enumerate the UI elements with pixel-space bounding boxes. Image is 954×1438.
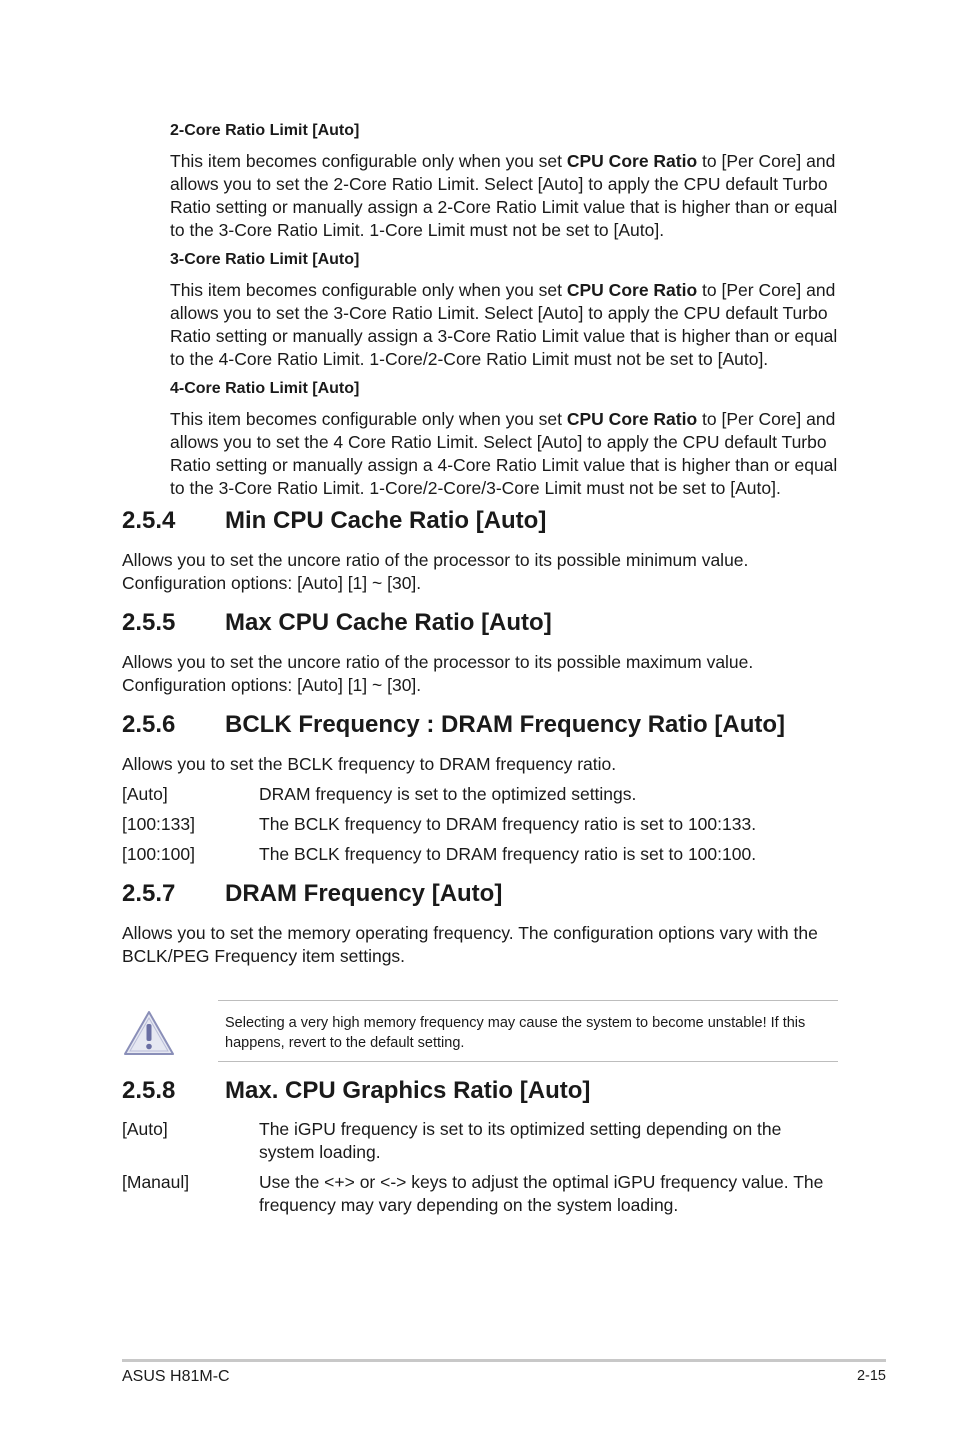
section-number: 2.5.7 bbox=[122, 880, 176, 907]
section-heading-2-5-4 bbox=[122, 507, 546, 535]
option-key: [100:100] bbox=[122, 844, 195, 864]
section-title: DRAM Frequency [Auto] bbox=[225, 880, 503, 907]
warning-text: Selecting a very high memory frequency may cause the system to become unstable! If this happens, revert to the default setting. bbox=[225, 1015, 806, 1051]
section-heading-2-5-8 bbox=[122, 1077, 590, 1105]
section-number: 2.5.8 bbox=[122, 1077, 176, 1104]
option-desc: Use the <+> or <-> keys to adjust the optimal iGPU frequency value. The frequency may vary depending on the system loading. bbox=[259, 1172, 824, 1215]
option-desc: The BCLK frequency to DRAM frequency ratio is set to 100:133. bbox=[259, 814, 757, 834]
section-title: Min CPU Cache Ratio [Auto] bbox=[225, 507, 547, 534]
body-line: Configuration options: [Auto] [1] ~ [30]. bbox=[122, 675, 422, 695]
subsection-4core bbox=[170, 379, 850, 500]
subsection-title: 4-Core Ratio Limit [Auto] bbox=[170, 380, 360, 397]
section-title: BCLK Frequency : DRAM Frequency Ratio [Auto] bbox=[225, 711, 786, 738]
footer-rule bbox=[122, 1359, 886, 1362]
option-desc: DRAM frequency is set to the optimized settings. bbox=[259, 784, 637, 804]
footer-product-name: ASUS H81M-C bbox=[122, 1368, 230, 1385]
option-key: [Auto] bbox=[122, 784, 168, 804]
body-line: Configuration options: [Auto] [1] ~ [30]. bbox=[122, 573, 422, 593]
section-title: Max. CPU Graphics Ratio [Auto] bbox=[225, 1077, 591, 1104]
option-desc: The iGPU frequency is set to its optimized setting depending on the system loading. bbox=[259, 1119, 782, 1162]
body-line: Allows you to set the BCLK frequency to DRAM frequency ratio. bbox=[122, 754, 617, 774]
body-line: Allows you to set the uncore ratio of the processor to its possible minimum value. bbox=[122, 550, 749, 570]
option-key: [Auto] bbox=[122, 1119, 168, 1139]
option-key: [Manaul] bbox=[122, 1172, 190, 1192]
section-body-2-5-5 bbox=[122, 651, 842, 697]
section-heading-2-5-7 bbox=[122, 880, 502, 908]
warning-icon bbox=[122, 1008, 176, 1063]
section-body-2-5-4 bbox=[122, 549, 842, 595]
subsection-title: 3-Core Ratio Limit [Auto] bbox=[170, 251, 360, 268]
section-title: Max CPU Cache Ratio [Auto] bbox=[225, 609, 552, 636]
subsection-text: This item becomes configurable only when you set CPU Core Ratio to [Per Core] and allows you to set the 3-Core Ratio Limit. Select [Auto] to apply the CPU default Turbo Ratio setting or manually assign a 3-Core Ratio Limit value that is higher than or equal to the 4-Core Ratio Limit. 1-Core/2-Core Ratio Limit must not be set to [Auto]. bbox=[170, 280, 838, 369]
section-number: 2.5.4 bbox=[122, 507, 176, 534]
subsection-title: 2-Core Ratio Limit [Auto] bbox=[170, 122, 360, 139]
subsection-2core bbox=[170, 121, 850, 242]
body-line: Allows you to set the uncore ratio of the processor to its possible maximum value. bbox=[122, 652, 754, 672]
subsection-text: This item becomes configurable only when you set CPU Core Ratio to [Per Core] and allows you to set the 4 Core Ratio Limit. Select [Auto] to apply the CPU default Turbo Ratio setting or manually assign a 4-Core Ratio Limit value that is higher than or equal to the 3-Core Ratio Limit. 1-Core/2-Core/3-Core Limit must not be set to [Auto]. bbox=[170, 409, 838, 498]
subsection-3core bbox=[170, 250, 850, 371]
option-key: [100:133] bbox=[122, 814, 195, 834]
section-body-2-5-7: Allows you to set the memory operating frequency. The configuration options vary with the BCLK/PEG Frequency item settings. bbox=[122, 923, 818, 966]
section-number: 2.5.6 bbox=[122, 711, 176, 738]
section-heading-2-5-5 bbox=[122, 609, 552, 637]
option-desc: The BCLK frequency to DRAM frequency ratio is set to 100:100. bbox=[259, 844, 757, 864]
section-heading-2-5-6 bbox=[122, 711, 785, 739]
warning-note bbox=[218, 1000, 838, 1062]
section-body-2-5-6 bbox=[122, 753, 842, 776]
page-number: 2-15 bbox=[856, 1368, 886, 1384]
section-number: 2.5.5 bbox=[122, 609, 176, 636]
subsection-text: This item becomes configurable only when you set CPU Core Ratio to [Per Core] and allows you to set the 2-Core Ratio Limit. Select [Auto] to apply the CPU default Turbo Ratio setting or manually assign a 2-Core Ratio Limit value that is higher than or equal to the 3-Core Ratio Limit. 1-Core Limit must not be set to [Auto]. bbox=[170, 151, 838, 240]
